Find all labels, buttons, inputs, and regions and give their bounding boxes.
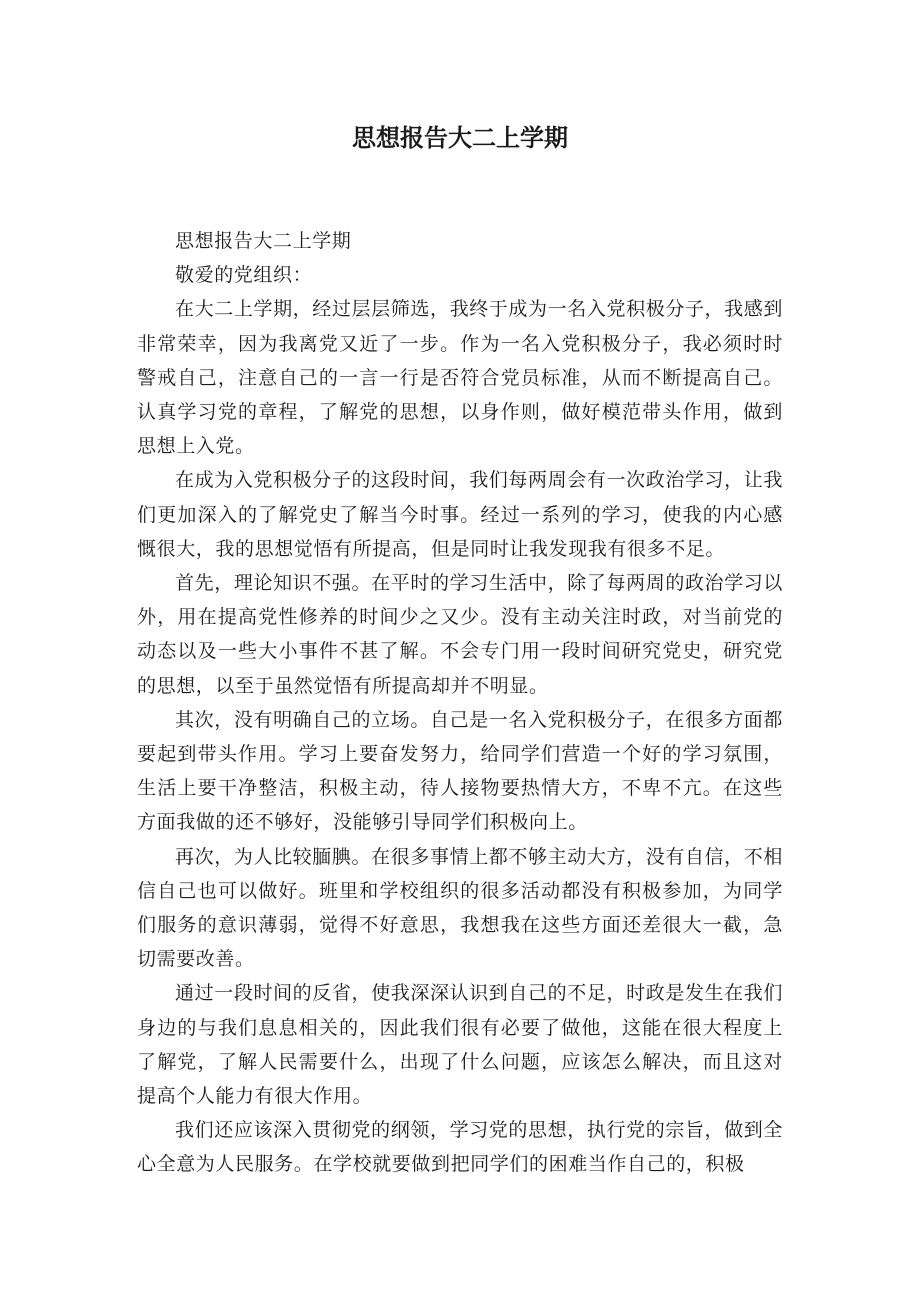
document-body: [137, 224, 783, 1182]
paragraph: 首先，理论知识不强。在平时的学习生活中，除了每两周的政治学习以外，用在提高党性修养的时间少之又少。没有主动关注时政，对当前党的动态以及一些大小事件不甚了解。不会专门用一段时间研究党史，研究党的思想，以至于虽然觉悟有所提高却并不明显。: [137, 572, 783, 697]
paragraph: 其次，没有明确自己的立场。自己是一名入党积极分子，在很多方面都要起到带头作用。学习上要奋发努力，给同学们营造一个好的学习氛围，生活上要干净整洁，积极主动，待人接物要热情大方，不卑不亢。在这些方面我做的还不够好，没能够引导同学们积极向上。: [137, 708, 783, 834]
paragraph-salutation: 敬爱的党组织：: [175, 264, 313, 287]
paragraph: 通过一段时间的反省，使我深深认识到自己的不足，时政是发生在我们身边的与我们息息相关的，因此我们很有必要了做他，这能在很大程度上了解党，了解人民需要什么，出现了什么问题，应该怎么解决，而且这对提高个人能力有很大作用。: [137, 982, 783, 1108]
paragraph: 在成为入党积极分子的这段时间，我们每两周会有一次政治学习，让我们更加深入的了解党史了解当今时事。经过一系列的学习，使我的内心感慨很大，我的思想觉悟有所提高，但是同时让我发现我有很多不足。: [137, 469, 783, 560]
paragraph: 我们还应该深入贯彻党的纲领，学习党的思想，执行党的宗旨，做到全心全意为人民服务。在学校就要做到把同学们的困难当作自己的，积极: [137, 1119, 783, 1176]
paragraph: 再次，为人比较腼腆。在很多事情上都不够主动大方，没有自信，不相信自己也可以做好。班里和学校组织的很多活动都没有积极参加，为同学们服务的意识薄弱，觉得不好意思，我想我在这些方面还差很大一截，急切需要改善。: [137, 845, 783, 971]
document-title: 思想报告大二上学期: [352, 124, 568, 152]
paragraph: 在大二上学期，经过层层筛选，我终于成为一名入党积极分子，我感到非常荣幸，因为我离党又近了一步。作为一名入党积极分子，我必须时时警戒自己，注意自己的一言一行是否符合党员标准，从而不断提高自己。认真学习党的章程，了解党的思想，以身作则，做好模范带头作用，做到思想上入党。: [137, 298, 783, 458]
paragraph-heading: 思想报告大二上学期: [175, 230, 352, 252]
